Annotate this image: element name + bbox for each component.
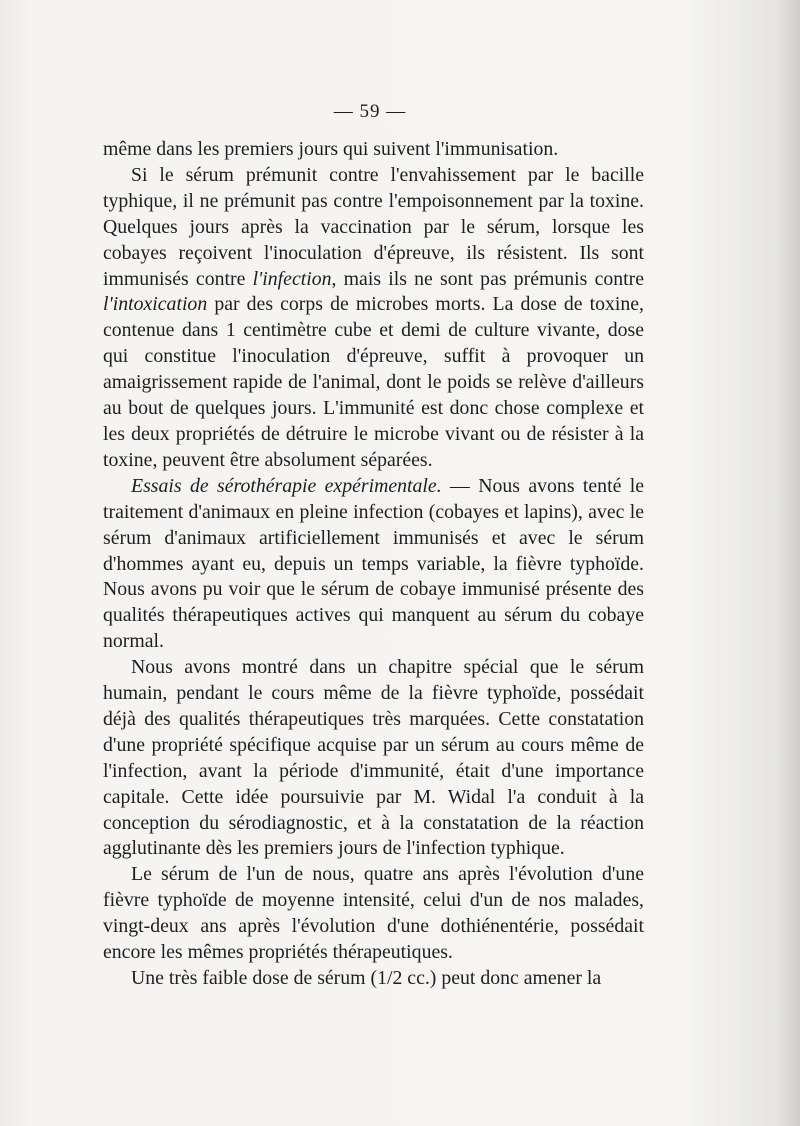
section-run-in-title: Essais de sérothérapie expérimentale. bbox=[131, 474, 442, 497]
paragraph-text: Si le sérum prémunit contre l'envahissement par le bacille typhique, il ne prémunit pas contre l'empoisonnement par la toxine. Quelques jours après la vaccination par le sérum, lorsque les cobayes reçoivent l'inoculation d'épreuve, ils résistent. Ils sont immunisés contre bbox=[103, 163, 644, 290]
paragraph-text: Une très faible dose de sérum (1/2 cc.) peut donc amener la bbox=[131, 967, 602, 989]
italic-term-infection: l'infection bbox=[252, 267, 332, 290]
paragraph-text: Le sérum de l'un de nous, quatre ans après l'évolution d'une fièvre typhoïde de moyenne intensité, celui d'un de nos malades, vingt-deux ans après l'évolution d'une dothiénentérie, possédait encore les mêmes propriétés thérapeutiques. bbox=[103, 863, 644, 964]
paragraph-text: Nous avons montré dans un chapitre spécial que le sérum humain, pendant le cours même de la fièvre typhoïde, possédait déjà des qualités thérapeutiques très marquées. Cette constatation d'une propriété spécifique acquise par un sérum au cours même de l'infection, avant la période d'immunité, était d'une importance capitale. Cette idée poursuivie par M. Widal l'a conduit à la conception du sérodiagnostic, et à la constatation de la réaction agglutinante dès les premiers jours de l'infection typhique. bbox=[103, 656, 644, 860]
paragraph-text: même dans les premiers jours qui suivent l'immunisation. bbox=[103, 138, 559, 160]
paragraph-dose bbox=[103, 966, 644, 992]
page-number: — 59 — bbox=[333, 101, 407, 122]
italic-term-intoxication: l'intoxication bbox=[103, 293, 208, 316]
paragraph-text: , mais ils ne sont pas prémunis contre bbox=[331, 267, 644, 290]
paragraph-immunity bbox=[103, 163, 644, 474]
paragraph-text: par des corps de microbes morts. La dose de toxine, contenue dans 1 centimètre cube et demi de culture vivante, dose qui constitue l'inoculation d'épreuve, suffit à provoquer un amaigrissement rapide de l'animal, dont le poids se relève d'ailleurs au bout de quelques jours. L'immunité est donc chose complexe et les deux propriétés de détruire le microbe vivant ou de résister à la toxine, peuvent être absolument séparées. bbox=[103, 293, 644, 471]
paragraph-serotherapy bbox=[103, 474, 644, 655]
paragraph-human-serum bbox=[103, 655, 644, 862]
paragraph-long-term bbox=[103, 862, 644, 966]
paragraph-continuation bbox=[103, 137, 644, 163]
body-text bbox=[103, 137, 644, 992]
paragraph-text: — Nous avons tenté le traitement d'animaux en pleine infection (cobayes et lapins), avec le sérum d'animaux artificiellement immunisés et avec le sérum d'hommes ayant eu, depuis un temps variable, la fièvre typhoïde. Nous avons pu voir que le sérum de cobaye immunisé présente des qualités thérapeutiques actives qui manquent au sérum du cobaye normal. bbox=[103, 474, 645, 653]
